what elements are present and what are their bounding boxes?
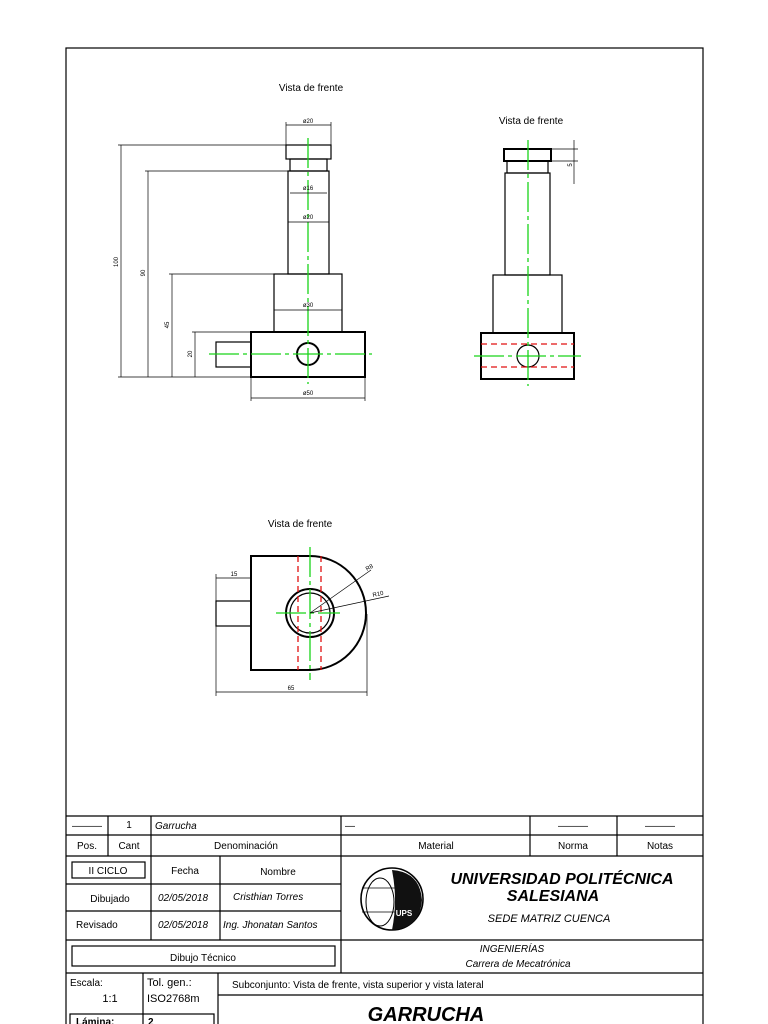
dim-r8: R8 — [365, 563, 375, 573]
side-view — [474, 116, 581, 386]
dim-len65: 65 — [287, 686, 295, 692]
row-denominacion: Garrucha — [155, 821, 197, 832]
escala-label: Escala: — [70, 978, 103, 989]
revisado-label: Revisado — [76, 920, 118, 931]
hdr-norma: Norma — [557, 841, 589, 852]
hdr-denominacion: Denominación — [214, 841, 278, 852]
dim-side-5: 5 — [568, 163, 574, 167]
top-outline — [251, 556, 366, 670]
sede: SEDE MATRIZ CUENCA — [487, 913, 611, 925]
dim-d30: ø30 — [302, 303, 314, 309]
university-line2: SALESIANA — [506, 888, 600, 905]
front-view-title: Vista de frente — [278, 83, 344, 94]
dim-r10: R10 — [372, 590, 385, 599]
lamina-value: 2 — [148, 1017, 154, 1024]
top-axle — [216, 601, 251, 626]
ups-logo-icon — [361, 868, 423, 930]
dibujado-nombre: Cristhian Torres — [233, 892, 304, 903]
logo-text: UPS — [395, 909, 413, 918]
row-norma: ——— — [558, 821, 588, 832]
dim-h20: 20 — [188, 350, 194, 358]
ciclo: II CICLO — [88, 866, 128, 877]
career: Carrera de Mecatrónica — [465, 959, 571, 970]
dibujado-fecha: 02/05/2018 — [158, 893, 209, 904]
dim-d20-top: ø20 — [302, 119, 314, 125]
top-view-title: Vista de frente — [267, 519, 333, 530]
hdr-notas: Notas — [646, 841, 674, 852]
hdr-material: Material — [418, 841, 454, 852]
revisado-fecha: 02/05/2018 — [158, 920, 209, 931]
side-view-title: Vista de frente — [498, 116, 564, 127]
dim-d16: ø16 — [302, 186, 314, 192]
row-pos: ——— — [72, 821, 102, 832]
tol-label: Tol. gen.: — [147, 977, 192, 989]
row-cant: 1 — [126, 820, 132, 831]
dim-h45: 45 — [165, 321, 171, 329]
escala-value: 1:1 — [102, 993, 118, 1005]
hdr-pos: Pos. — [76, 841, 98, 852]
hdr-cant: Cant — [118, 841, 140, 852]
nombre-label: Nombre — [260, 867, 296, 878]
dibujado-label: Dibujado — [90, 894, 130, 905]
university-line1: UNIVERSIDAD POLITÉCNICA — [450, 871, 674, 888]
subject: Dibujo Técnico — [170, 953, 236, 964]
front-view — [114, 83, 372, 401]
revisado-nombre: Ing. Jhonatan Santos — [223, 920, 318, 931]
lamina-label: Lámina: — [76, 1017, 115, 1024]
row-notas: ——— — [645, 821, 675, 832]
faculty: INGENIERÍAS — [479, 944, 545, 955]
dim-h100: 100 — [114, 256, 120, 268]
tol-value: ISO2768m — [147, 993, 200, 1005]
dim-d50: ø50 — [302, 391, 314, 397]
top-view — [216, 519, 389, 696]
dim-len15: 15 — [230, 572, 238, 578]
subconjunto: Subconjunto: Vista de frente, vista superior y vista lateral — [232, 980, 484, 991]
row-material: — — [345, 821, 355, 832]
title-block — [66, 816, 703, 1024]
drawing-title: GARRUCHA — [367, 1004, 485, 1024]
dim-h90: 90 — [141, 269, 147, 277]
dim-d20-mid: ø20 — [302, 215, 314, 221]
fecha-label: Fecha — [171, 866, 199, 877]
